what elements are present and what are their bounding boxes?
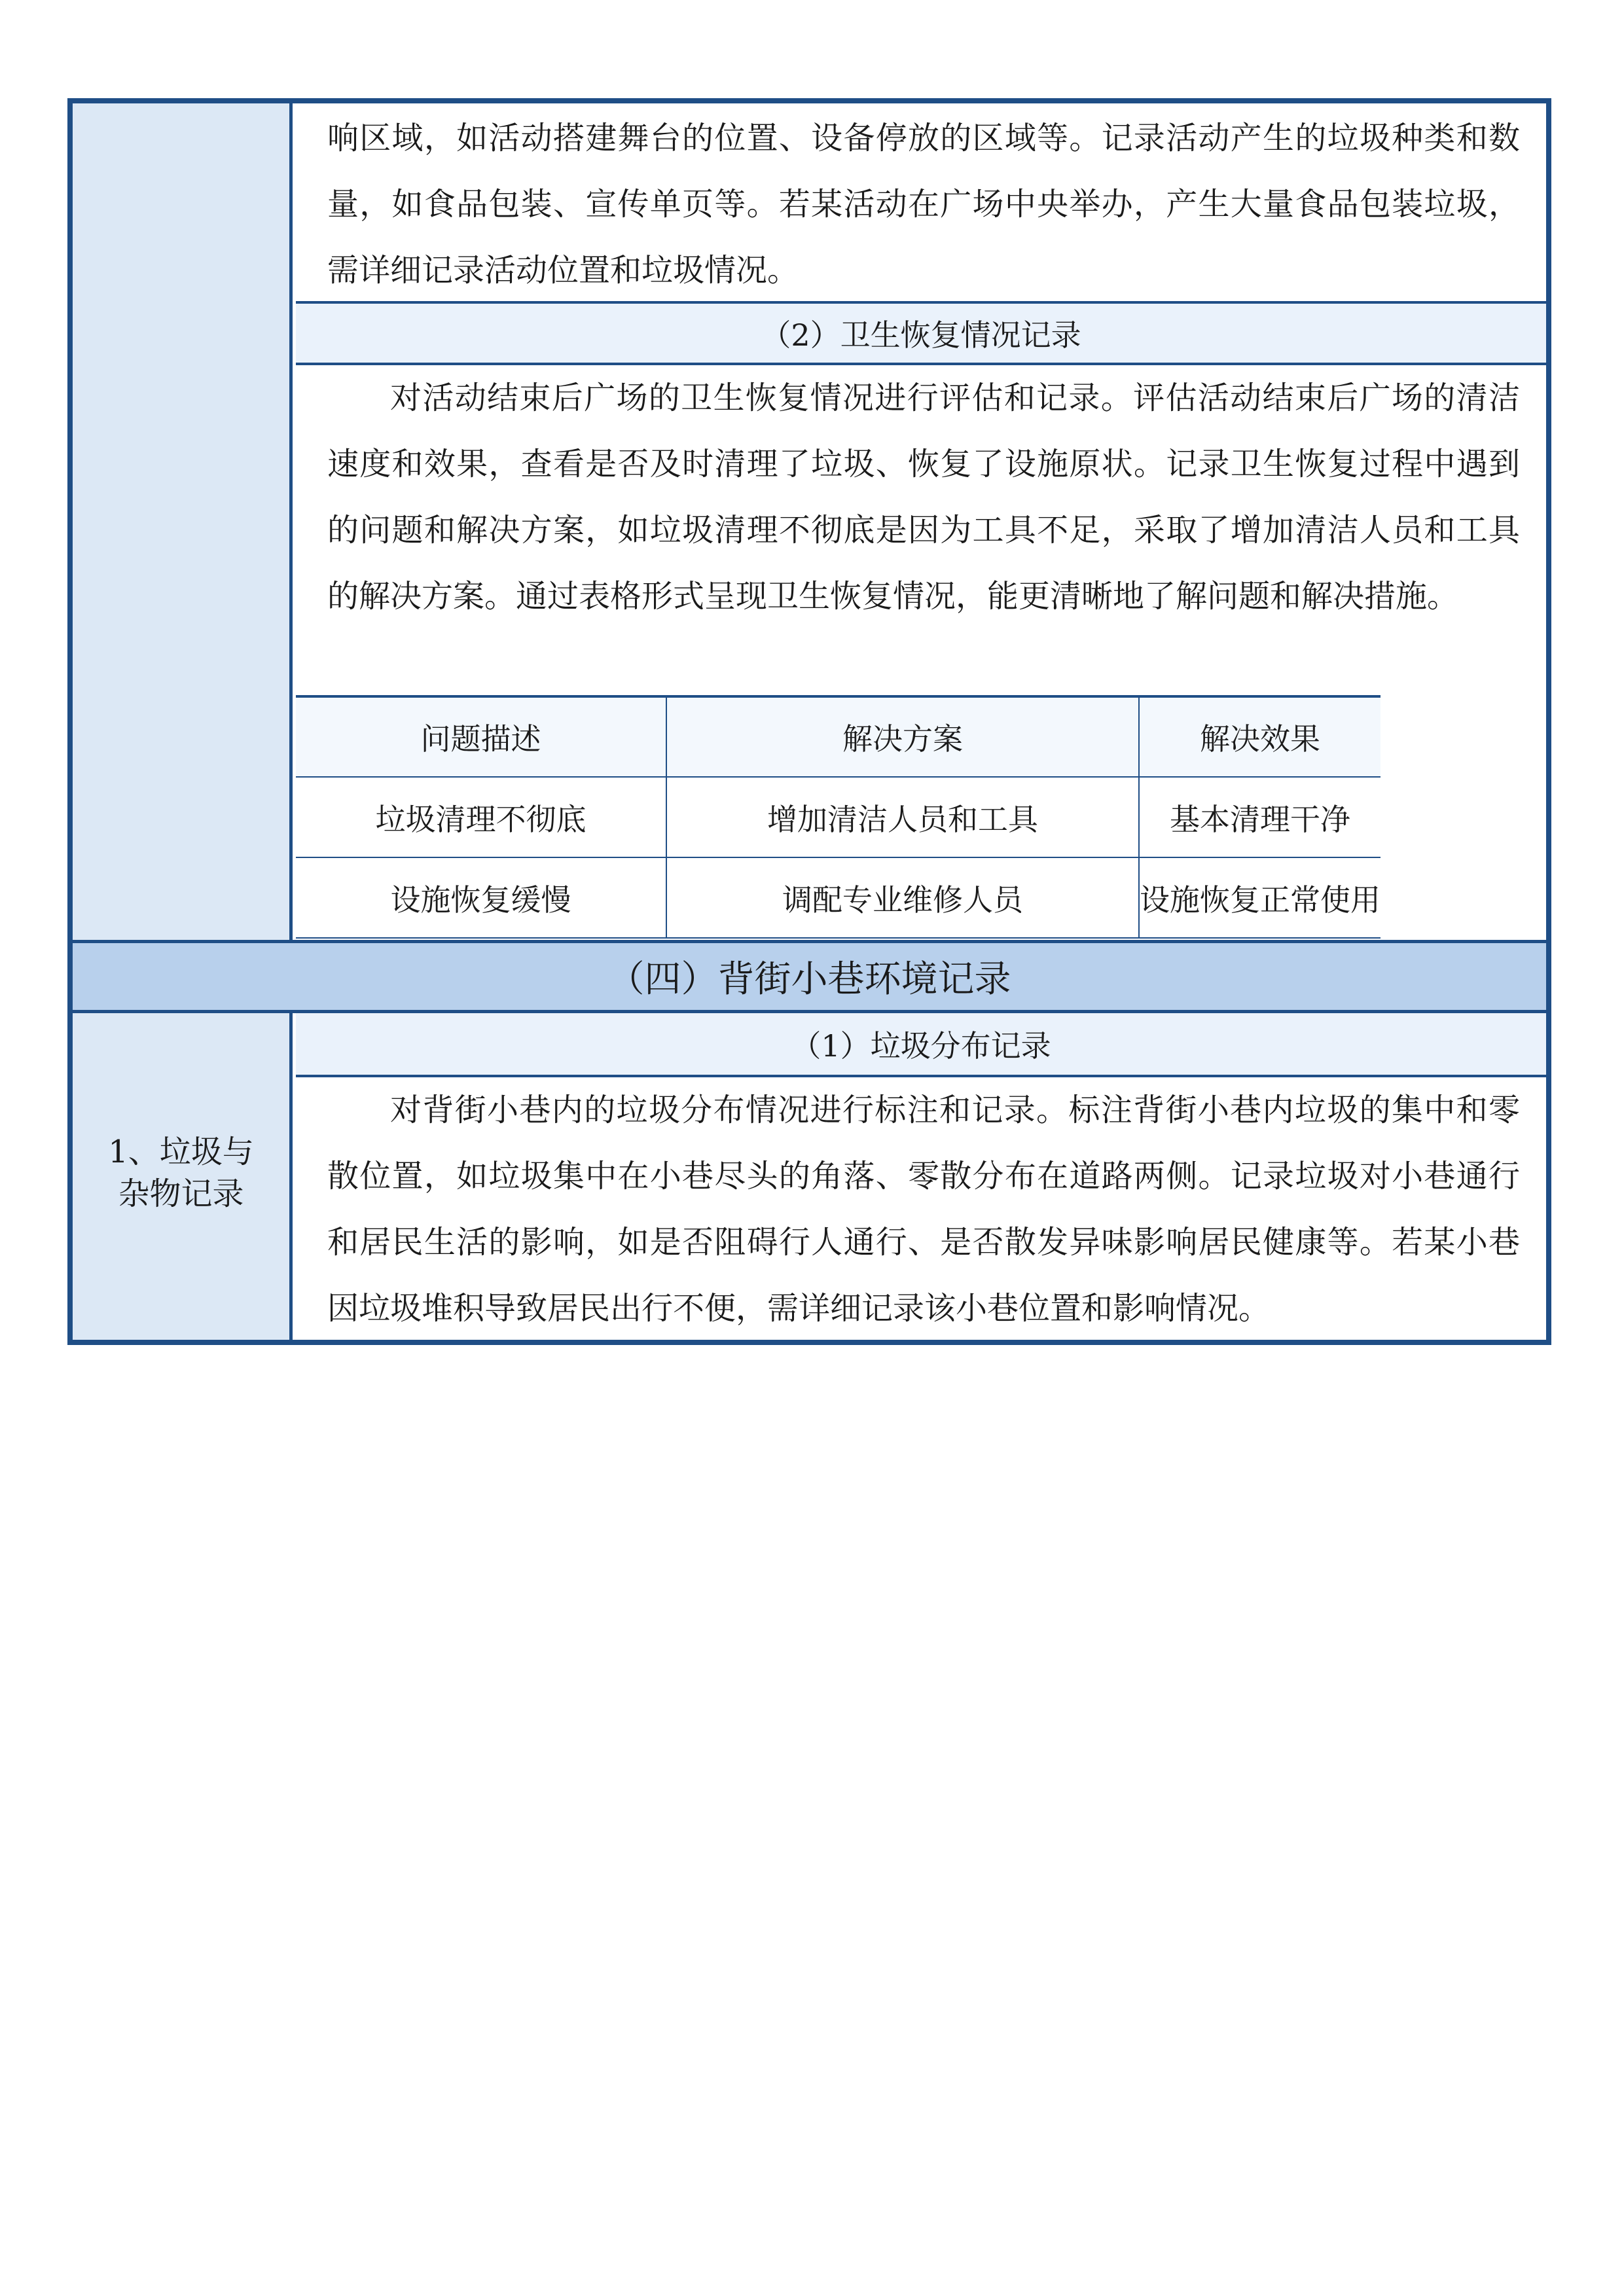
record-table <box>67 98 1551 1345</box>
table-header-row <box>296 696 1380 777</box>
header-solution: 解决方案 <box>666 696 1139 777</box>
left-label-line1: 1、垃圾与 <box>108 1134 254 1170</box>
table-cell: 调配专业维修人员 <box>666 857 1139 938</box>
table-cell: 设施恢复缓慢 <box>296 857 666 938</box>
content-cell-upper <box>296 103 1546 940</box>
table-cell: 增加清洁人员和工具 <box>666 777 1139 857</box>
sanitation-table <box>296 695 1380 939</box>
sanitation-heading: （2）卫生恢复情况记录 <box>296 301 1546 365</box>
content-cell-lower <box>296 1013 1546 1340</box>
left-label-line2: 杂物记录 <box>118 1175 244 1212</box>
table-cell: 垃圾清理不彻底 <box>296 777 666 857</box>
header-problem: 问题描述 <box>296 696 666 777</box>
left-label-text <box>73 1131 289 1215</box>
sanitation-paragraph: 对活动结束后广场的卫生恢复情况进行评估和记录。评估活动结束后广场的清洁速度和效果，查看是否及时清理了垃圾、恢复了设施原状。记录卫生恢复过程中遇到的问题和解决方案，如垃圾清理不彻底是因为工具不足，采取了增加清洁人员和工具的解决方案。通过表格形式呈现卫生恢复情况，能更清晰地了解问题和解决措施。 <box>327 380 1520 615</box>
garbage-distribution-paragraph: 对背街小巷内的垃圾分布情况进行标注和记录。标注背街小巷内垃圾的集中和零散位置，如垃圾集中在小巷尽头的角落、零散分布在道路两侧。记录垃圾对小巷通行和居民生活的影响，如是否阻碍行人通行、是否散发异味影响居民健康等。若某小巷因垃圾堆积导致居民出行不便，需详细记录该小巷位置和影响情况。 <box>327 1092 1520 1327</box>
left-label-cell-continued <box>73 103 293 940</box>
continued-paragraph: 响区域，如活动搭建舞台的位置、设备停放的区域等。记录活动产生的垃圾种类和数量，如食品包装、宣传单页等。若某活动在广场中央举办，产生大量食品包装垃圾，需详细记录活动位置和垃圾情况。 <box>327 120 1520 289</box>
left-label-cell-garbage <box>73 1013 293 1340</box>
header-effect: 解决效果 <box>1139 696 1380 777</box>
table-row <box>296 777 1380 857</box>
table-row <box>296 857 1380 938</box>
table-cell: 设施恢复正常使用 <box>1139 857 1380 938</box>
garbage-distribution-heading: （1）垃圾分布记录 <box>296 1013 1546 1077</box>
section-four-header: （四）背街小巷环境记录 <box>73 940 1546 1013</box>
table-cell: 基本清理干净 <box>1139 777 1380 857</box>
